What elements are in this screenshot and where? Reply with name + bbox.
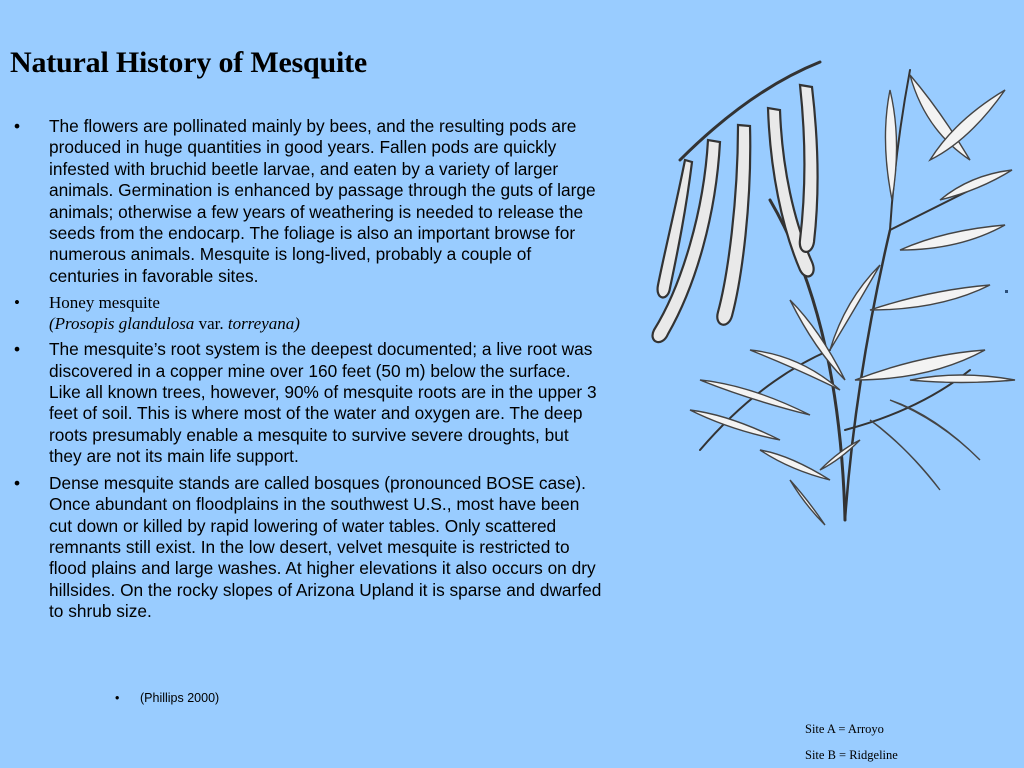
mesquite-illustration	[640, 50, 1020, 540]
stray-dot	[1005, 290, 1008, 293]
bullet-root-system	[14, 339, 604, 467]
bullet-species	[14, 292, 604, 334]
site-b-label: Site B = Ridgeline	[805, 748, 898, 762]
bullet-pollination	[14, 116, 604, 287]
bullet-marker: •	[14, 472, 21, 493]
bullet-marker: •	[14, 293, 20, 313]
species-paren-open: (	[49, 314, 55, 334]
species-common-name: Honey mesquite	[49, 293, 160, 313]
bullet-text: Dense mesquite stands are called bosques (pronounced BOSE case). Once abundant on floodplains in the southwest U.S., most have been cut down or killed by rapid lowering of water tables. Only scattered remnants still exist. In the low desert, velvet mesquite is restricted to flood plains and large washes. At higher elevations it also occurs on dry hillsides. On the rocky slopes of Arizona Upland it is sparse and dwarfed to shrub size.	[49, 472, 602, 622]
bullet-bosques	[14, 473, 604, 623]
bullet-text: The flowers are pollinated mainly by bees, and the resulting pods are produced in huge quantities in good years. Fallen pods are quickly infested with bruchid beetle larvae, and eaten by a variety of larger animals. Germination is enhanced by passage through the guts of large animals; otherwise a few years of weathering is needed to release the seeds from the endocarp. The foliage is also an important browse for numerous animals. Mesquite is long-lived, probably a couple of centuries in favorable sites.	[49, 116, 596, 286]
citation-bullet	[115, 691, 219, 705]
species-variety: torreyana	[227, 314, 295, 334]
bullet-list	[14, 116, 604, 628]
species-paren-close: )	[294, 314, 300, 334]
bullet-text: The mesquite’s root system is the deepest documented; a live root was discovered in a copper mine over 160 feet (50 m) below the surface. Like all known trees, however, 90% of mesquite roots are in the upper 3 feet of soil. This is where most of the water and oxygen are. The deep roots presumably enable a mesquite to survive severe droughts, but they are not its main life support.	[49, 339, 597, 467]
bullet-marker: •	[14, 116, 21, 136]
site-a-label: Site A = Arroyo	[805, 722, 884, 736]
species-var-label: var.	[194, 314, 228, 334]
citation-text: (Phillips 2000)	[140, 691, 220, 705]
bullet-marker: •	[14, 339, 21, 360]
bullet-marker: •	[115, 691, 120, 705]
slide-title: Natural History of Mesquite	[10, 46, 368, 79]
species-scientific-name: Prosopis glandulosa	[54, 314, 195, 334]
